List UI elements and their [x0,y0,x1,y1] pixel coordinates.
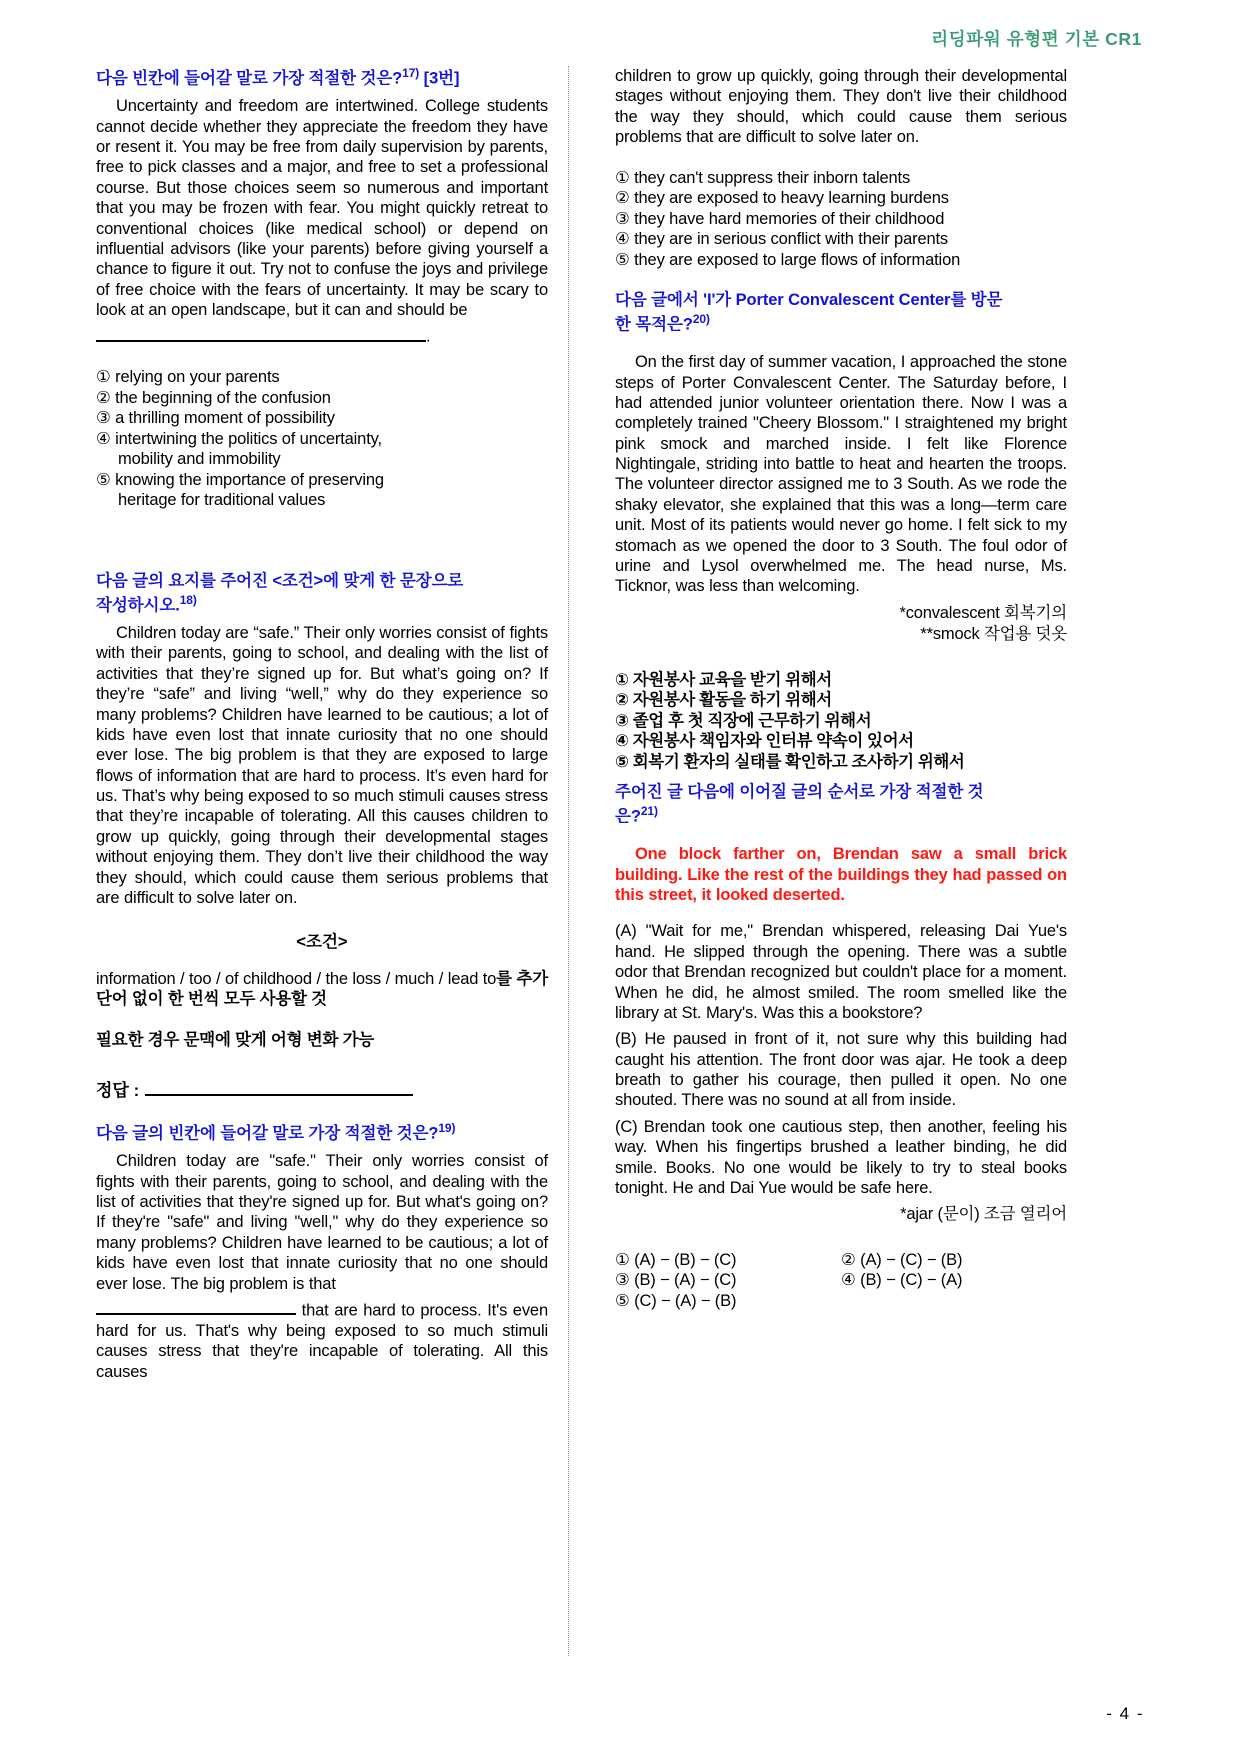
answer-input-row[interactable] [96,1076,548,1101]
choice-marker: ③ [615,1271,630,1290]
question-20-heading [615,290,1067,336]
choice-label: 자원봉사 활동을 하기 위해서 [632,691,832,710]
choice-label: they have hard memories of their childhood [634,209,945,228]
choice-label: they are exposed to large flows of information [634,250,961,269]
spacer [615,270,1067,290]
choice-marker: ⑤ [615,1291,630,1310]
two-column-body [96,66,1144,1656]
question-17-heading-text: 다음 빈칸에 들어갈 말로 가장 적절한 것은? [96,69,403,88]
question-21-given-passage [615,844,1067,905]
choice-item[interactable] [615,250,1067,271]
spacer [615,1226,1067,1246]
choice-label: they are in serious conflict with their parents [634,230,949,249]
question-21-paragraph-a [615,921,1067,1023]
question-19-choices [615,168,1067,271]
choice-label: (A) − (C) − (B) [860,1250,963,1269]
page-number: - 4 - [1106,1704,1144,1723]
choice-marker: ① [615,1250,630,1269]
choice-item[interactable] [615,690,1067,711]
question-20-heading-line1: 다음 글에서 'I'가 Porter Convalescent Center를 방문 [615,291,1003,310]
choice-marker: ① [615,670,629,689]
question-21-heading-line1: 주어진 글 다음에 이어질 글의 순서로 가장 적절한 것 [615,783,984,802]
question-21-number: 21) [640,803,658,818]
spacer [96,511,548,571]
question-19-heading [96,1121,548,1145]
question-20 [615,290,1067,772]
condition-title: <조건> [296,933,348,952]
glossary-line: **smock 작업용 덧옷 [920,625,1067,644]
choice-marker: ④ [96,429,111,448]
choice-item[interactable] [615,1291,841,1312]
left-column [96,66,558,1388]
question-17-blank-row [96,326,548,347]
question-20-heading-line2: 한 목적은? [615,315,693,334]
question-18 [96,571,548,1101]
question-20-glossary [615,603,1067,646]
choice-label-cont: mobility and immobility [118,450,281,469]
choice-label: 자원봉사 교육을 받기 위해서 [632,670,832,689]
choice-marker: ⑤ [615,250,630,269]
choice-marker: ④ [841,1271,856,1290]
question-19-passage-continued [615,66,1067,148]
question-21-given-passage-text: One block farther on, Brendan saw a small brick building. Like the rest of the buildings they had passed on this street, it looked deserted. [615,845,1067,904]
choice-label-cont: heritage for traditional values [118,491,326,510]
question-17-heading-tail: [3번] [419,69,460,88]
choice-marker: ② [615,691,629,710]
choice-item[interactable] [615,229,1067,250]
choice-item[interactable] [615,209,1067,230]
column-divider [568,66,569,1656]
choice-label: 자원봉사 책임자와 인터뷰 약속이 있어서 [632,732,914,751]
spacer [615,772,1067,782]
question-17-passage-tail: . [426,327,431,346]
choice-label: (B) − (A) − (C) [634,1271,737,1290]
condition-words: information / too / of childhood / the loss / much / lead to [96,969,497,988]
choice-item[interactable] [96,388,548,409]
answer-blank [96,1300,296,1316]
choice-marker: ③ [96,409,111,428]
header-title: 리딩파워 유형편 기본 CR1 [931,29,1142,49]
question-21-paragraph-a-text: (A) "Wait for me," Brendan whispered, releasing Dai Yue's hand. He slipped through the opening. There was a subtle odor that Brendan recognized but couldn't place for a moment. When he did, he almost smiled. The room smelled like the library at St. Mary's. Was this a bookstore? [615,922,1067,1022]
choice-marker: ② [615,189,630,208]
spacer [615,834,1067,844]
question-18-passage-text: Children today are “safe.” Their only worries consist of fights with their parents, going to school, and dealing with the list of activities that they’re signed up for. But what’s going on? If they’re “safe” and living “well,” why do they experience so many problems? Children have learned to be cautious; a lot of kids have even lost that innate curiosity that no one should ever lose. The big problem is that they are exposed to large flows of information that are hard to process. It’s even hard for us. That’s why being exposed to so much stimuli causes stress that they’re incapable of tolerating. All this causes children to grow up quickly, going through their developmental stages without enjoying them. They don’t live their childhood the way they should, which could cause them serious problems that are difficult to solve later on. [96,624,548,907]
question-18-heading-line1: 다음 글의 요지를 주어진 <조건>에 맞게 한 문장으로 [96,572,464,590]
condition-rule: 를 추가 단어 없이 한 번씩 모두 사용할 것 [96,969,548,1009]
choice-item[interactable] [96,408,548,429]
question-21-paragraph-b-text: (B) He paused in front of it, not sure why this building had caught his attention. The front door was ajar. He took a deep breath to gather his courage, then pulled it open. No one shouted. There was no sound at all from inside. [615,1030,1067,1110]
choice-item[interactable] [841,1250,1067,1271]
glossary-line: *ajar (문이) 조금 열리어 [900,1205,1067,1224]
choice-label: a thrilling moment of possibility [115,409,335,428]
question-21-paragraph-c [615,1117,1067,1199]
choice-label: the beginning of the confusion [115,388,331,407]
choice-label: they can't suppress their inborn talents [634,168,911,187]
choice-label: (C) − (A) − (B) [634,1291,737,1310]
condition-note: 필요한 경우 문맥에 맞게 어형 변화 가능 [96,1031,375,1050]
question-19-passage-part1-text: Children today are "safe." Their only worries consist of fights with their parents, going to school, and dealing with the list of activities that they're signed up for. But what's going on? If they're "safe" and living "well," why do they experience so many problems? Children have learned to be cautious; a lot of kids have even lost that innate curiosity that no one should ever lose. The big problem is that [96,1152,548,1293]
question-17-passage [96,96,548,320]
choice-label: (B) − (C) − (A) [860,1271,963,1290]
choice-label: 회복기 환자의 실태를 확인하고 조사하기 위해서 [632,752,965,771]
choice-item[interactable] [615,731,1067,752]
question-19-passage-part1 [96,1151,548,1294]
choice-label: they are exposed to heavy learning burdens [634,189,949,208]
choice-item[interactable] [615,1270,841,1291]
spacer [615,154,1067,164]
question-18-passage [96,623,548,908]
question-18-heading [96,571,548,617]
choice-marker: ④ [615,732,629,751]
choice-label: knowing the importance of preserving [115,470,384,489]
choice-label: relying on your parents [115,368,280,387]
choice-item[interactable] [615,168,1067,189]
choice-marker: ③ [615,711,629,730]
choice-marker: ③ [615,209,630,228]
question-17-heading [96,66,548,90]
question-19-blank-row [96,1300,548,1382]
question-17-choices [96,367,548,511]
choice-marker: ④ [615,230,630,249]
choice-item[interactable] [615,752,1067,773]
question-19-passage-continued-text: children to grow up quickly, going through their developmental stages without enjoying them. They don't live their childhood the way they should, which could cause them serious problems that are difficult to solve later on. [615,67,1067,147]
choice-label: intertwining the politics of uncertainty, [115,429,382,448]
choice-marker: ⑤ [96,470,111,489]
choice-item[interactable] [615,711,1067,732]
question-19-passage-part2-text: that are hard to process. It's even hard for us. That's why being exposed to so much stimuli causes stress that they're incapable of tolerating. All this causes [96,1301,548,1381]
question-17-number: 17) [402,66,420,80]
choice-item[interactable] [615,188,1067,209]
choice-item[interactable] [96,429,548,470]
choice-marker: ① [96,368,111,387]
question-20-choices [615,670,1067,773]
spacer [615,911,1067,921]
question-20-number: 20) [692,311,710,326]
choice-item[interactable] [615,670,1067,691]
question-17-passage-text: Uncertainty and freedom are intertwined. College students cannot decide whether they appreciate the freedom they have or resent it. You may be free from daily supervision by parents, free to pick classes and a major, and free to set a professional course. But those choices seem so numerous and important that you may be frozen with fear. You might quickly retreat to conventional choices (like medical school) or depend on influential advisors (like your parents) before giving yourself a chance to figure it out. Try not to confuse the joys and privilege of free choice with the fears of uncertainty. It may be scary to look at an open landscape, but it can and should be [96,97,548,320]
condition-words-row [96,969,548,1010]
question-21-paragraph-c-text: (C) Brendan took one cautious step, then another, feeling his way. When his fingertips brushed a leather binding, he did smile. Books. No one would be likely to try to steal books tonight. He and Dai Yue would be safe here. [615,1117,1067,1197]
choice-marker: ① [615,168,630,187]
question-20-passage [615,352,1067,597]
spacer [615,646,1067,666]
choice-marker: ② [96,388,111,407]
glossary-line: *convalescent 회복기의 [899,603,1067,622]
choice-label: (A) − (B) − (C) [634,1250,737,1269]
choice-marker: ② [841,1250,856,1269]
right-column [577,66,1067,1311]
question-19-heading-text: 다음 글의 빈칸에 들어갈 말로 가장 적절한 것은? [96,1124,439,1143]
choice-label: 졸업 후 첫 직장에 근무하기 위해서 [632,711,872,730]
spacer [96,353,548,363]
spacer [96,1101,548,1121]
answer-write-line[interactable] [145,1081,413,1096]
choice-item[interactable] [96,470,548,511]
choice-item[interactable] [615,1250,841,1271]
question-19 [96,1121,548,1382]
question-18-heading-line2: 작성하시오. [96,596,180,615]
question-21-heading-line2: 은? [615,807,641,826]
question-18-number: 18) [179,592,197,607]
spacer [96,914,548,924]
choice-marker: ⑤ [615,752,629,771]
answer-label: 정답 : [96,1081,140,1101]
question-20-passage-text: On the first day of summer vacation, I approached the stone steps of Porter Convalescent Center. The Saturday before, I had attended junior volunteer orientation there. Now I was a completely trained "Cheery Blossom." I straightened my bright pink smock and marched inside. I felt like Florence Nightingale, striding into battle to heat and hearten the troops. The volunteer director assigned me to 3 South. As we rode the shaky elevator, she explained that this was a long—term care unit. Most of its patients would never go home. I felt sick to my stomach as we opened the door to 3 South. The foul odor of urine and Lysol overwhelmed me. The head nurse, Ms. Ticknor, was less than welcoming. [615,353,1067,596]
spacer [615,342,1067,352]
question-21 [615,782,1067,1311]
answer-blank [96,326,426,342]
choice-item[interactable] [841,1270,1067,1291]
question-21-choices [615,1250,1067,1312]
question-21-paragraph-b [615,1029,1067,1111]
choice-item[interactable] [96,367,548,388]
question-17 [96,66,548,511]
question-21-glossary [615,1204,1067,1225]
question-19-number: 19) [438,1121,456,1136]
question-21-heading [615,782,1067,828]
page-header [96,26,1144,52]
